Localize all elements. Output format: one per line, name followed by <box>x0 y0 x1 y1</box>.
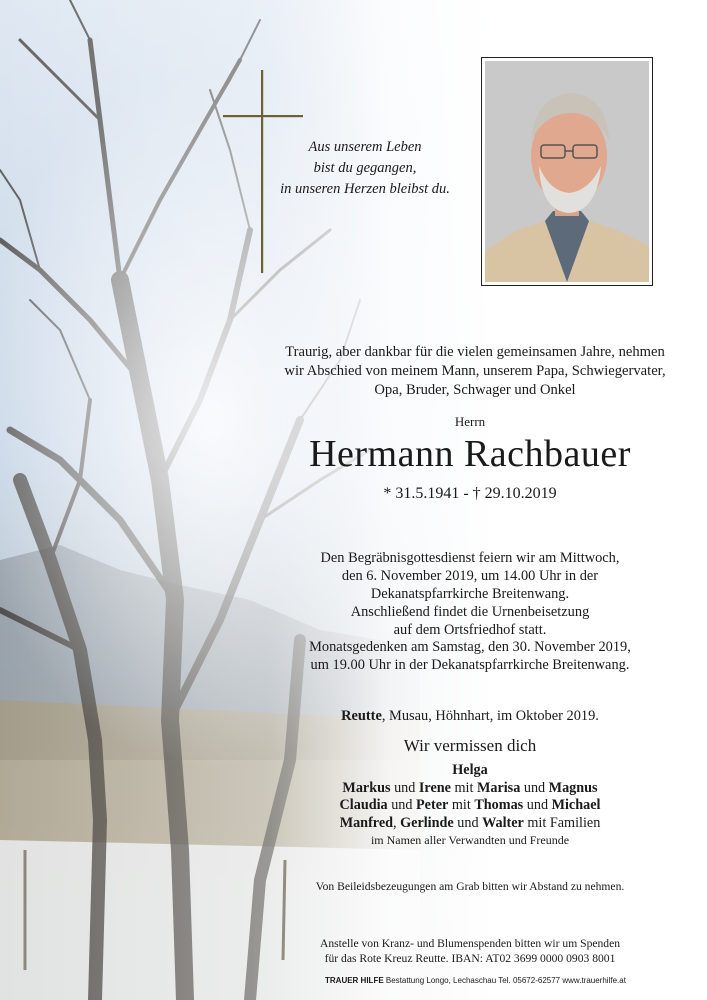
intro-line: wir Abschied von meinem Mann, unserem Papa, Schwiegervater, <box>284 363 666 379</box>
quote-line: bist du gegangen, <box>313 160 417 176</box>
miss-you-heading: Wir vermissen dich <box>403 736 537 755</box>
service-line: den 6. November 2019, um 14.00 Uhr in der <box>341 568 599 584</box>
footer-undertaker <box>325 976 625 985</box>
family-name: Helga <box>452 762 488 778</box>
family-line: Markus und Irene mit Marisa und Magnus <box>342 779 598 796</box>
intro-line: Opa, Bruder, Schwager und Onkel <box>374 382 576 398</box>
service-line: auf dem Ortsfriedhof statt. <box>393 622 547 638</box>
quote-line: Aus unserem Leben <box>308 139 422 155</box>
memorial-line: um 19.00 Uhr in der Dekanatspfarrkirche Breitenwang. <box>310 657 630 673</box>
memorial-text <box>290 638 650 674</box>
family-relatives-line: im Namen aller Verwandten und Freunde <box>370 833 570 847</box>
portrait-photo <box>481 57 653 286</box>
footer-brand: TRAUER HILFE <box>325 976 384 985</box>
portrait-image <box>485 61 649 282</box>
condolence-note: Von Beileidsbezeugungen am Grab bitten wir Abstand zu nehmen. <box>315 880 625 893</box>
quote <box>255 137 475 200</box>
place-date <box>300 708 640 725</box>
family-line: Claudia und Peter mit Thomas und Michael <box>339 797 601 813</box>
salutation: Herrn <box>454 414 486 429</box>
footer-text: Bestattung Longo, Lechaschau Tel. 05672-62577 www.trauerhilfe.at <box>383 976 626 985</box>
donation-line: Anstelle von Kranz- und Blumenspenden bitten wir um Spenden <box>319 937 621 950</box>
donation-note <box>290 936 650 966</box>
place-rest: , Musau, Höhnhart, im Oktober 2019. <box>381 708 599 724</box>
intro-text <box>270 343 680 400</box>
service-line: Den Begräbnisgottesdienst feiern wir am Mittwoch, <box>320 550 620 566</box>
service-line: Dekanatspfarrkirche Breitenwang. <box>370 586 570 602</box>
memorial-line: Monatsgedenken am Samstag, den 30. November 2019, <box>309 639 631 655</box>
quote-line: in unseren Herzen bleibst du. <box>280 181 450 197</box>
service-line: Anschließend findet die Urnenbeisetzung <box>350 604 590 620</box>
intro-line: Traurig, aber dankbar für die vielen gemeinsamen Jahre, nehmen <box>285 344 665 360</box>
family-list <box>290 762 650 850</box>
deceased-name: Hermann Rachbauer <box>309 433 631 475</box>
family-line: Manfred, Gerlinde und Walter mit Familien <box>339 814 601 831</box>
donation-line: für das Rote Kreuz Reutte. IBAN: AT02 3699 0000 0903 8001 <box>324 952 616 965</box>
life-dates: * 31.5.1941 - † 29.10.2019 <box>383 485 557 502</box>
funeral-service-text <box>300 549 640 639</box>
place-bold: Reutte <box>341 708 382 724</box>
